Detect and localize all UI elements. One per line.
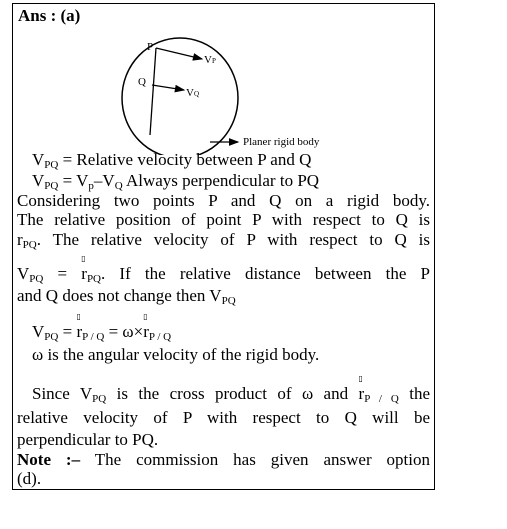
para1-line2: The relative position of point P with respect to Q is — [17, 210, 430, 229]
para3-line3: perpendicular to PQ. — [17, 430, 159, 449]
para2-line1: $V_{PQ}$ = ▯ $r_{PQ}$. If the relative distance between the P — [17, 254, 430, 285]
label-vq: VQ — [186, 87, 200, 99]
para1-line3: $r_{PQ}$. The relative velocity of P with respect to Q is — [17, 230, 430, 251]
rigid-body-outline — [122, 38, 238, 155]
answer-heading: Ans : (a) — [18, 6, 81, 25]
rigid-body-figure — [110, 35, 360, 155]
pq-line — [150, 48, 156, 135]
note-line2: (d). — [17, 469, 42, 488]
label-vp: VP — [204, 54, 216, 66]
note-line1: Note :– The commission has given answer option — [17, 450, 430, 469]
line-relative-velocity: $V_{PQ}$ = Relative velocity between P and Q — [32, 150, 312, 171]
para3-line2: relative velocity of P with respect to Q will be — [17, 408, 430, 427]
vp-arrow — [156, 48, 202, 59]
label-p: P — [147, 41, 154, 53]
vq-arrow — [152, 85, 184, 90]
line-vpq-formula: $V_{PQ} = V_p-V_Q$ Always perpendicular to PQ — [32, 171, 320, 192]
equation-cross-product: $V_{PQ}$ = ▯ $r_{P / Q} = \omega\times$ ▯ $r_{P / Q}$ — [32, 312, 172, 343]
para2-line2: and Q does not change then $V_{PQ}$ — [17, 286, 236, 307]
para1-line1: Considering two points P and Q on a rigid body. — [17, 191, 430, 210]
para3-line1: Since $V_{PQ}$ is the cross product of ω and ▯ $r_{P / Q}$ the — [32, 374, 430, 405]
figure-caption: Planer rigid body — [243, 136, 320, 148]
omega-description: ω is the angular velocity of the rigid body. — [32, 345, 320, 364]
label-q: Q — [138, 76, 146, 88]
